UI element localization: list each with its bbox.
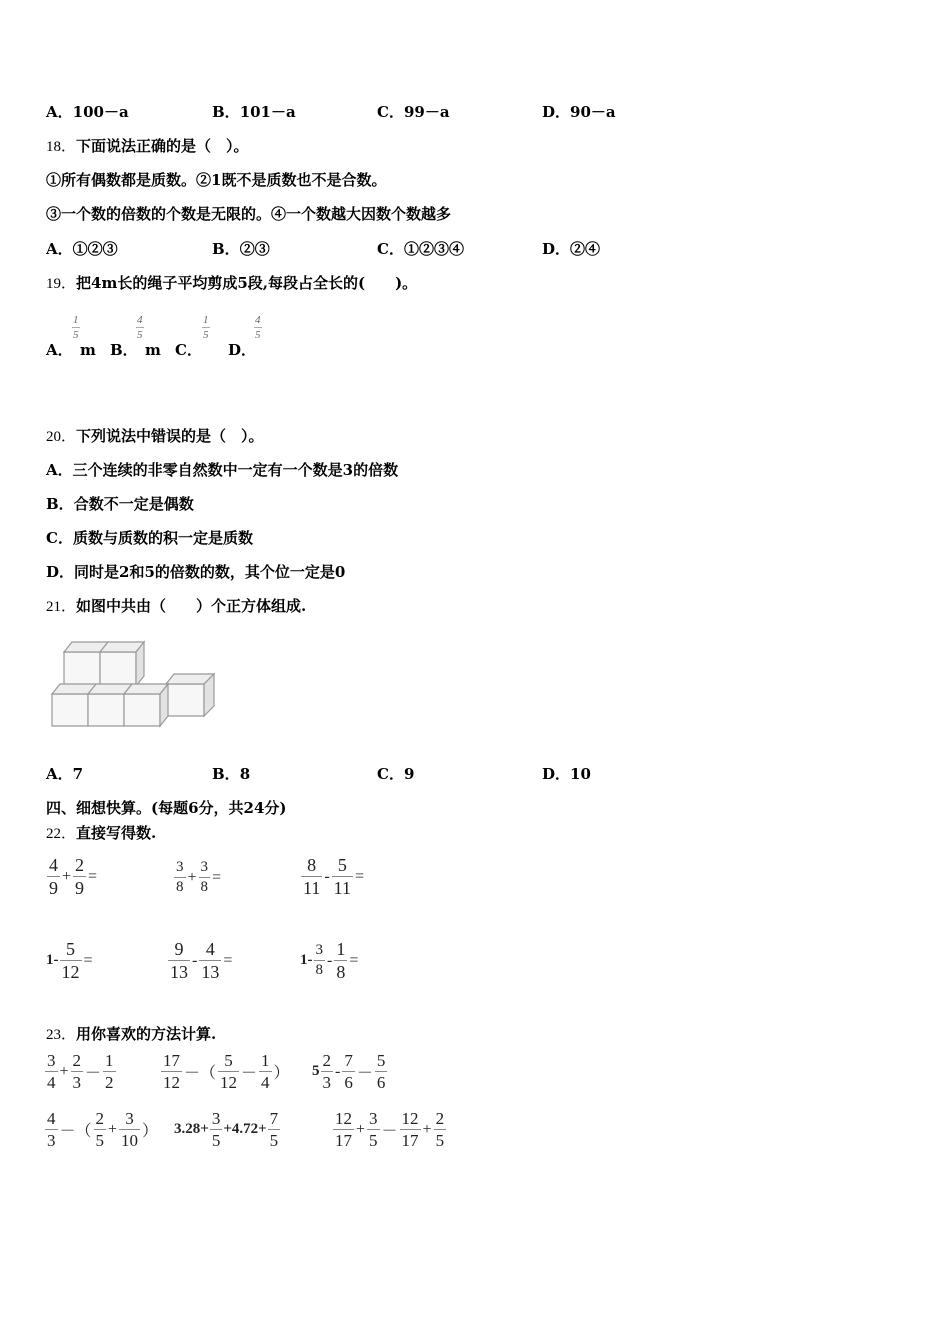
q23-expr-2: $\frac{17}{12}$ －（ $\frac{5}{12}$ － $\frac{1}{4}$ ） [163,1051,290,1092]
q21-option-b[interactable]: B．8 [212,765,251,783]
q17-option-d[interactable]: D．90－a [542,103,616,121]
q20-option-a[interactable]: A．三个连续的非零自然数中一定有一个数是3的倍数 [46,461,399,479]
q22-expr-2: $\frac{3}{8}$ + $\frac{3}{8}$ = [176,859,222,895]
q17-option-b[interactable]: B．101－a [212,103,296,121]
q19-stem: 19．把4m长的绳子平均剪成5段,每段占全长的( )。 [46,274,418,292]
q19-option-a[interactable]: A． [46,341,73,359]
q20-stem: 20．下列说法中错误的是（ ）。 [46,427,264,445]
q17-option-c[interactable]: C．99－a [377,103,450,121]
q22-expr-1: $\frac{4}{9}$ + $\frac{2}{9}$ = [49,855,98,898]
q19-option-a-fraction: $\frac{1}{5}$ [73,314,79,341]
q18-option-b[interactable]: B．②③ [212,240,270,258]
q23-expr-1: $\frac{3}{4}$ + $\frac{2}{3}$ － $\frac{1}{2}$ [47,1051,114,1092]
q22-expr-3: $\frac{8}{11}$ - $\frac{5}{11}$ = [303,855,365,898]
q21-option-a[interactable]: A．7 [46,765,84,783]
q21-stem: 21．如图中共由（ ）个正方体组成. [46,597,307,615]
q19-option-b-fraction: $\frac{4}{5}$ [137,314,143,341]
q22-expr-5: $\frac{9}{13}$ - $\frac{4}{13}$ = [170,939,233,982]
q19-option-b[interactable]: B． [110,341,138,359]
q19-option-b-unit: m [145,341,161,359]
q20-option-c[interactable]: C．质数与质数的积一定是质数 [46,529,253,547]
q19-option-a-unit: m [80,341,96,359]
q19-option-d-fraction: $\frac{4}{5}$ [255,314,261,341]
q20-option-d[interactable]: D．同时是2和5的倍数的数，其个位一定是0 [46,563,346,581]
q23-stem: 23．用你喜欢的方法计算. [46,1025,217,1043]
q18-statement-1: ①所有偶数都是质数。②1既不是质数也不是合数。 [46,171,387,189]
q19-option-c[interactable]: C． [175,341,202,359]
cube-top-2 [100,642,144,686]
q23-expr-5: 3.28+ $\frac{3}{5}$ +4.72+ $\frac{7}{5}$ [174,1109,279,1150]
q22-expr-4: 1- $\frac{5}{12}$ = [46,939,93,982]
q22-stem: 22．直接写得数. [46,824,157,842]
q18-option-d[interactable]: D．②④ [542,240,601,258]
q19-option-c-fraction: $\frac{1}{5}$ [203,314,209,341]
q21-option-d[interactable]: D．10 [542,765,591,783]
q19-option-d[interactable]: D． [228,341,257,359]
q18-option-a[interactable]: A．①②③ [46,240,118,258]
cube-right [166,674,214,716]
q17-option-a[interactable]: A．100－a [46,103,129,121]
cube-bottom-3 [124,684,168,726]
q18-stem: 18．下面说法正确的是（ ）。 [46,137,249,155]
q18-option-c[interactable]: C．①②③④ [377,240,464,258]
cube-figure [48,638,220,730]
q23-expr-6: $\frac{12}{17}$ + $\frac{3}{5}$ － $\frac{12}{17}$ + $\frac{2}{5}$ [335,1109,445,1150]
q20-option-b[interactable]: B．合数不一定是偶数 [46,495,194,513]
q18-statement-2: ③一个数的倍数的个数是无限的。④一个数越大因数个数越多 [46,205,452,223]
q23-expr-4: $\frac{4}{3}$ －（ $\frac{2}{5}$ + $\frac{3}{10}$ ） [47,1109,159,1150]
q21-option-c[interactable]: C．9 [377,765,415,783]
q23-expr-3: 5 $\frac{2}{3}$ - $\frac{7}{6}$ － $\frac{5}{6}$ [312,1051,386,1092]
section-4-title: 四、细想快算。(每题6分，共24分) [46,799,287,817]
q22-expr-6: 1- $\frac{3}{8}$ - $\frac{1}{8}$ = [300,939,359,982]
